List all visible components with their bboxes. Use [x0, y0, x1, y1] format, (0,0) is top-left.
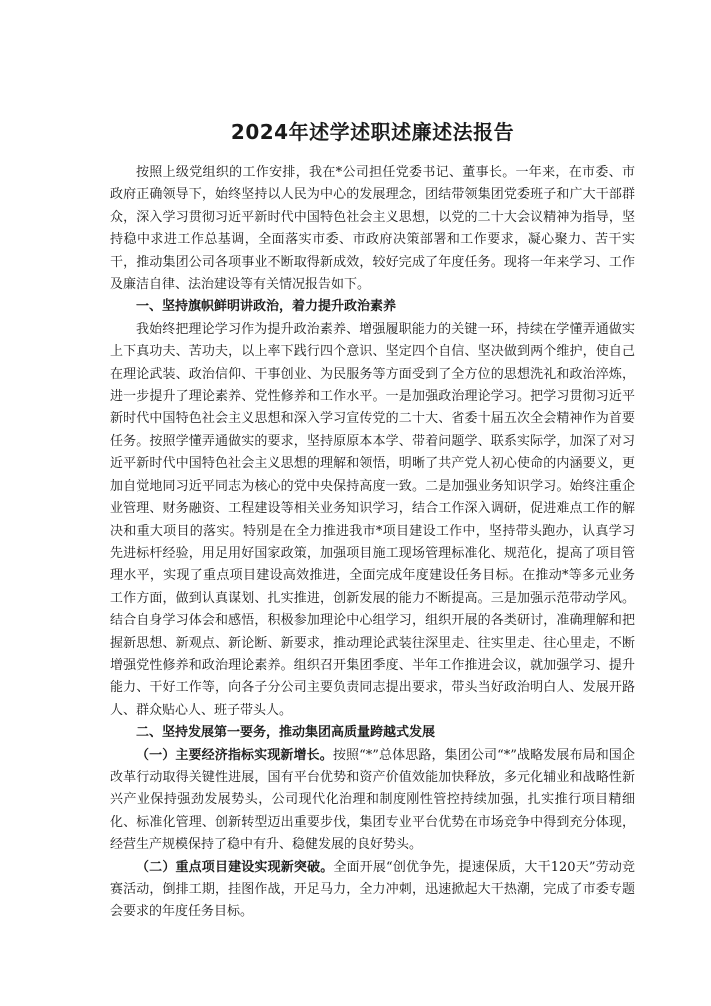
intro-paragraph: 按照上级党组织的工作安排，我在*公司担任党委书记、董事长。一年来，在市委、市政府正确领导下，始终坚持以人民为中心的发展理念，团结带领集团党委班子和广大干部群众，深入学习贯彻习近平新时代中国特色社会主义思想，以党的二十大会议精神为指导，坚持稳中求进工作总基调，全面落实市委、市政府决策部署和工作要求，凝心聚力、苦干实干，推动集团公司各项事业不断取得新成效，较好完成了年度任务。现将一年来学习、工作及廉洁自律、法治建设等有关情况报告如下。	[110, 165, 635, 293]
section-2-item-2	[110, 857, 635, 924]
section-1-body: 我始终把理论学习作为提升政治素养、增强履职能力的关键一环，持续在学懂弄通做实上下真功夫、苦功夫，以上率下践行四个意识、坚定四个自信、坚决做到两个维护，使自己在理论武装、政治信仰、干事创业、为民服务等方面受到了全方位的思想洗礼和政治淬炼，进一步提升了理论素养、党性修养和工作水平。一是加强政治理论学习。把学习贯彻习近平新时代中国特色社会主义思想和深入学习宣传党的二十大、省委十届五次全会精神作为首要任务。按照学懂弄通做实的要求，坚持原原本本学、带着问题学、联系实际学，加深了对习近平新时代中国特色社会主义思想的理解和领悟，明晰了共产党人初心使命的内涵要义，更加自觉地同习近平同志为核心的党中央保持高度一致。二是加强业务知识学习。始终注重企业管理、财务融资、工程建设等相关业务知识学习，结合工作深入调研，促进难点工作的解决和重大项目的落实。特别是在全力推进我市*项目建设工作中，坚持带头跑办，认真学习先进标杆经验，用足用好国家政策，加强项目施工现场管理标准化、规范化，提高了项目管理水平，实现了重点项目建设高效推进，全面完成年度建设任务目标。在推动*等多元业务工作方面，做到认真谋划、扎实推进，创新发展的能力不断提高。三是加强示范带动学风。结合自身学习体会和感悟，积极参加理论中心组学习，组织开展的各类研讨，准确理解和把握新思想、新观点、新论断、新要求，推动理论武装往深里走、往实里走、往心里走，不断增强党性修养和政治理论素养。组织召开集团季度、半年工作推进会议，就加强学习、提升能力、干好工作等，向各子分公司主要负责同志提出要求，带头当好政治明白人、发展开路人、群众贴心人、班子带头人。	[110, 321, 635, 718]
document-title: 2024年述学述职述廉述法报告	[230, 120, 515, 144]
section-2-heading: 二、坚持发展第一要务，推动集团高质量跨越式发展	[136, 725, 436, 741]
section-2-item-1-lead: （一）主要经济指标实现新增长。	[136, 747, 333, 763]
section-2-item-2-lead: （二）重点项目建设实现新突破。	[136, 859, 334, 875]
section-2-item-2-body: 全面开展“创优争先，提速保质，大干120天”劳动竞赛活动，倒排工期，挂图作战，开足马力，全力冲刺，迅速掀起大干热潮，完成了市委专题会要求的年度任务目标。	[110, 859, 635, 920]
section-2-item-1	[110, 745, 635, 857]
section-1-heading: 一、坚持旗帜鲜明讲政治，着力提升政治素养	[136, 299, 397, 315]
section-2-item-1-body: 按照“*”总体思路，集团公司“*”战略发展布局和国企改革行动取得关键性进展，国有平台优势和资产价值效能加快释放，多元化辅业和战略性新兴产业保持强劲发展势头，公司现代化治理和制度刚性管控持续加强，扎实推行项目精细化、标准化管理、创新转型迈出重要步伐，集团专业平台优势在市场竞争中得到充分体现，经营生产规模保持了稳中有升、稳健发展的良好势头。	[110, 747, 635, 853]
